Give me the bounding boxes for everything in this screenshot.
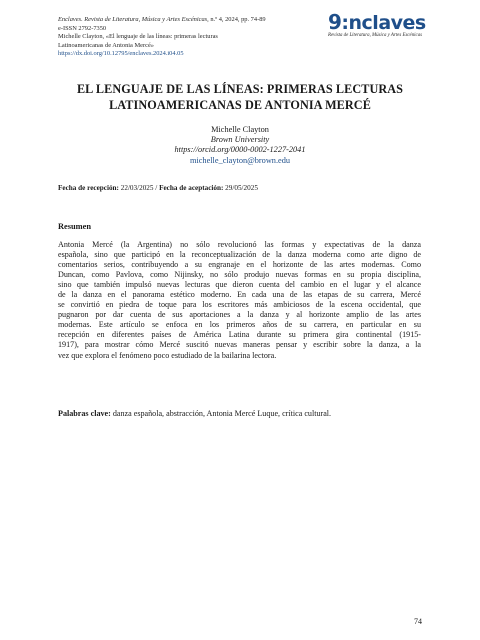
abstract-line: recepción en diferentes países de América Latina durante su primera gira continental (1915- bbox=[58, 330, 421, 340]
journal-citation bbox=[58, 16, 313, 25]
issn: e-ISSN 2792-7350 bbox=[58, 24, 107, 32]
abstract-line: modernas. Este artículo se enfoca en los primeros años de su carrera, en particular en su bbox=[58, 320, 421, 330]
doi-link[interactable]: https://dx.doi.org/10.12795/enclaves.2024.i04.05 bbox=[58, 50, 184, 58]
logo-text: :nclaves bbox=[341, 12, 426, 34]
citation-line-1: Michelle Clayton, «El lenguaje de las líneas: primeras lecturas bbox=[58, 33, 218, 41]
logo-tagline: Revista de Literatura, Música y Artes Escénicas bbox=[328, 33, 423, 38]
accepted-label: Fecha de aceptación: bbox=[159, 184, 224, 192]
abstract-heading: Resumen bbox=[58, 222, 92, 231]
received-date: 22/03/2025 bbox=[118, 184, 154, 192]
received-label: Fecha de recepción: bbox=[58, 184, 119, 192]
dates-separator: / bbox=[153, 184, 160, 192]
abstract-line: sino que también impulsó nuevas lecturas que dieron cuenta del cambio en el lugar y el alcance bbox=[58, 280, 421, 290]
author-affiliation: Brown University bbox=[210, 135, 270, 145]
abstract-line: española, sino que participó en la reconceptualización de la danza moderna como arte digno de bbox=[58, 250, 421, 260]
keywords bbox=[58, 409, 421, 419]
journal-header bbox=[58, 16, 313, 59]
abstract-line: se convirtió en piedra de toque para los escritores más ambiciosos de la escena occidental, que bbox=[58, 300, 421, 310]
title-line-1: EL LENGUAJE DE LAS LÍNEAS: PRIMERAS LECTURAS bbox=[76, 82, 404, 96]
citation-line-2: Latinoamericanas de Antonia Mercé» bbox=[58, 41, 154, 49]
abstract-line: de la danza en el panorama estético moderno. En cada una de las etapas de su carrera, Mercé bbox=[58, 290, 421, 300]
author-email[interactable]: michelle_clayton@brown.edu bbox=[189, 155, 291, 165]
accepted-date: 29/05/2025 bbox=[223, 184, 258, 192]
abstract-line: 1917), para mostrar cómo Mercé suscitó nuevas maneras pensar y escribir sobre la danza, a la bbox=[58, 340, 421, 350]
article-title bbox=[40, 82, 440, 113]
abstract-line: Antonia Mercé (la Argentina) no sólo revolucionó las formas y expectativas de la danza bbox=[58, 240, 421, 249]
abstract-line: pugnaron por dar cuenta de sus aportaciones a la danza y al horizonte amplio de las artes bbox=[58, 310, 421, 320]
keywords-text: danza española, abstracción, Antonia Mercé Luque, crítica cultural. bbox=[110, 409, 332, 418]
author-orcid[interactable]: https://orcid.org/0000-0002-1227-2041 bbox=[174, 145, 306, 155]
author-block bbox=[40, 125, 440, 166]
keywords-label: Palabras clave: bbox=[58, 409, 111, 418]
logo-glyph: 9 bbox=[328, 10, 342, 34]
abstract-line: Duncan, como Pavlova, como Nijinsky, no sólo produjo nuevas formas en su propia disciplina, bbox=[58, 270, 421, 280]
journal-logo bbox=[328, 11, 424, 45]
page-number: 74 bbox=[414, 617, 422, 626]
abstract-line: comentarios serios, contribuyendo a su engranaje en el horizonte de las artes modernas. Como bbox=[58, 260, 421, 270]
logo-wordmark bbox=[328, 11, 426, 34]
author-name: Michelle Clayton bbox=[211, 125, 269, 134]
submission-dates bbox=[58, 184, 258, 193]
journal-issue: , n.º 4, 2024, pp. 74-89 bbox=[207, 16, 266, 23]
journal-name: Enclaves. Revista de Literatura, Música y Artes Escénicas bbox=[58, 16, 208, 23]
abstract-body bbox=[58, 240, 421, 361]
abstract-line: vez que explora el fenómeno poco estudiado de la bailarina lectora. bbox=[58, 350, 277, 360]
title-line-2: LATINOAMERICANAS DE ANTONIA MERCÉ bbox=[109, 97, 371, 112]
